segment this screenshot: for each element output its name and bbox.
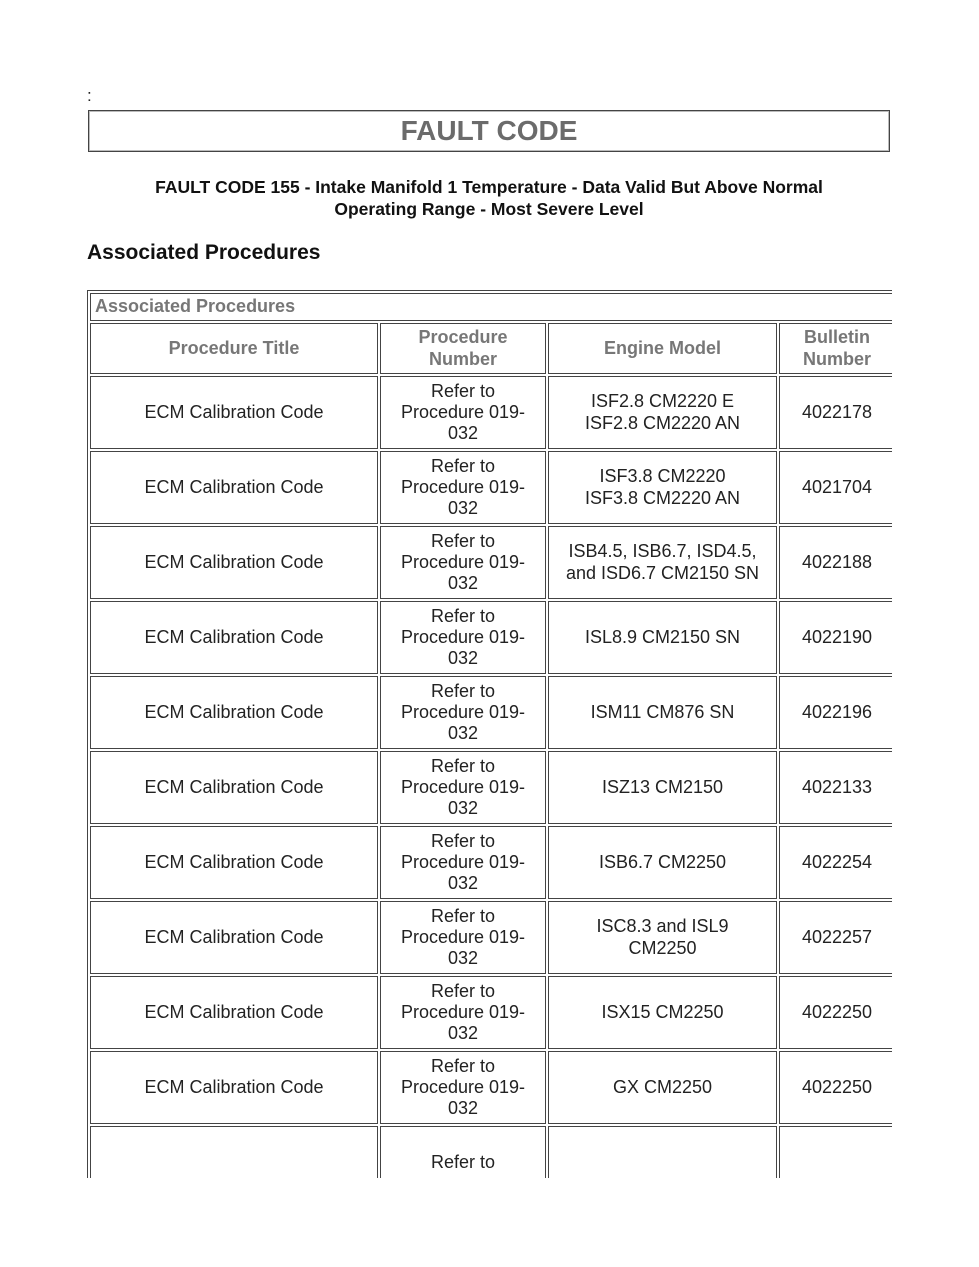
procedure-title-cell: ECM Calibration Code: [90, 751, 378, 824]
engine-model-line: ISF2.8 CM2220 AN: [584, 412, 741, 433]
bulletin-number-cell: 4022196: [779, 676, 892, 749]
bulletin-number-cell: 4022178: [779, 376, 892, 449]
bulletin-number-cell: 4022188: [779, 526, 892, 599]
reference-line[interactable]: Refer to: [430, 905, 496, 926]
engine-model-cell: [548, 376, 777, 449]
section-heading: Associated Procedures: [87, 241, 321, 264]
reference-line[interactable]: Refer to: [430, 755, 496, 776]
procedure-reference-link[interactable]: [380, 976, 546, 1049]
table-row: [90, 451, 892, 524]
reference-line[interactable]: 032: [447, 723, 479, 744]
page-marker: :: [87, 86, 92, 105]
procedure-reference-link[interactable]: [380, 751, 546, 824]
header-line: Number: [803, 348, 872, 369]
reference-line[interactable]: Refer to: [430, 1055, 496, 1076]
engine-model-line: ISM11 CM876 SN: [590, 701, 735, 722]
reference-line[interactable]: Refer to: [430, 1151, 496, 1172]
reference-line[interactable]: Refer to: [430, 830, 496, 851]
procedure-reference-link[interactable]: [380, 901, 546, 974]
procedure-title-cell: ECM Calibration Code: [90, 1051, 378, 1124]
procedure-title-cell: ECM Calibration Code: [90, 376, 378, 449]
reference-line[interactable]: Procedure 019-: [400, 401, 526, 422]
procedure-title-cell: ECM Calibration Code: [90, 826, 378, 899]
engine-model-line: ISF2.8 CM2220 E: [590, 391, 735, 412]
engine-model-line: ISF3.8 CM2220: [599, 466, 726, 487]
table-row: [90, 1051, 892, 1124]
reference-line[interactable]: 032: [447, 1023, 479, 1044]
engine-model-cell: [548, 526, 777, 599]
reference-line[interactable]: Procedure 019-: [400, 626, 526, 647]
procedure-title-cell: ECM Calibration Code: [90, 676, 378, 749]
table-row: [90, 601, 892, 674]
table-row: [90, 826, 892, 899]
column-header-procedure-title: Procedure Title: [90, 323, 378, 374]
engine-model-line: CM2250: [628, 937, 697, 958]
fault-code-title-line: FAULT CODE 155 - Intake Manifold 1 Temperature - Data Valid But Above Normal: [155, 177, 823, 197]
bulletin-number-cell: 4022257: [779, 901, 892, 974]
header-line: Bulletin: [804, 327, 871, 348]
bulletin-number-cell: 4022254: [779, 826, 892, 899]
procedures-table-container: [87, 290, 892, 1178]
bulletin-number-cell: 4022250: [779, 976, 892, 1049]
table-row: [90, 376, 892, 449]
reference-line[interactable]: 032: [447, 798, 479, 819]
reference-line[interactable]: Procedure 019-: [400, 776, 526, 797]
procedure-reference-link[interactable]: [380, 376, 546, 449]
engine-model-cell: [548, 601, 777, 674]
reference-line[interactable]: Refer to: [430, 380, 496, 401]
reference-line[interactable]: 032: [447, 1098, 479, 1119]
column-header-bulletin-number: [779, 323, 892, 374]
reference-line[interactable]: Refer to: [430, 605, 496, 626]
procedure-reference-link[interactable]: [380, 1051, 546, 1124]
procedure-title-cell: ECM Calibration Code: [90, 976, 378, 1049]
procedure-reference-link[interactable]: [380, 451, 546, 524]
engine-model-cell: [548, 826, 777, 899]
reference-line[interactable]: Refer to: [430, 980, 496, 1001]
table-row: [90, 526, 892, 599]
reference-line[interactable]: Procedure 019-: [400, 851, 526, 872]
engine-model-line: ISC8.3 and ISL9: [596, 916, 729, 937]
reference-line[interactable]: Procedure 019-: [400, 1001, 526, 1022]
engine-model-line: ISF3.8 CM2220 AN: [584, 487, 741, 508]
engine-model-cell: [548, 451, 777, 524]
table-row: [90, 976, 892, 1049]
reference-line[interactable]: Procedure 019-: [400, 1076, 526, 1097]
procedure-reference-link[interactable]: [380, 526, 546, 599]
engine-model-line: and ISD6.7 CM2150 SN: [565, 562, 760, 583]
procedure-title-cell: ECM Calibration Code: [90, 451, 378, 524]
reference-line[interactable]: 032: [447, 873, 479, 894]
engine-model-line: ISB6.7 CM2250: [598, 851, 727, 872]
table-row: [90, 901, 892, 974]
table-body: [90, 376, 892, 1178]
procedure-title-cell: [90, 1126, 378, 1178]
table-caption: Associated Procedures: [90, 293, 892, 321]
engine-model-cell: [548, 901, 777, 974]
procedures-table: [87, 290, 892, 1178]
engine-model-cell: [548, 751, 777, 824]
reference-line[interactable]: Refer to: [430, 680, 496, 701]
reference-line[interactable]: 032: [447, 648, 479, 669]
page-title: FAULT CODE: [88, 110, 890, 152]
header-line: Number: [428, 348, 497, 369]
reference-line[interactable]: 032: [447, 948, 479, 969]
header-line: Procedure: [418, 327, 508, 348]
procedure-title-cell: ECM Calibration Code: [90, 526, 378, 599]
procedure-reference-link[interactable]: [380, 826, 546, 899]
reference-line[interactable]: Refer to: [430, 530, 496, 551]
reference-line[interactable]: Procedure 019-: [400, 926, 526, 947]
engine-model-cell: [548, 1051, 777, 1124]
bulletin-number-cell: 4022190: [779, 601, 892, 674]
reference-line[interactable]: Procedure 019-: [400, 701, 526, 722]
bulletin-number-cell: [779, 1126, 892, 1178]
engine-model-cell: [548, 1126, 777, 1178]
engine-model-line: ISB4.5, ISB6.7, ISD4.5,: [568, 541, 757, 562]
engine-model-cell: [548, 676, 777, 749]
procedure-title-cell: ECM Calibration Code: [90, 901, 378, 974]
procedure-reference-link[interactable]: [380, 601, 546, 674]
reference-line[interactable]: 032: [447, 573, 479, 594]
reference-line[interactable]: Refer to: [430, 455, 496, 476]
fault-code-title-line: Operating Range - Most Severe Level: [334, 199, 644, 219]
table-row: [90, 1126, 892, 1178]
bulletin-number-cell: 4022133: [779, 751, 892, 824]
reference-line[interactable]: Procedure 019-: [400, 551, 526, 572]
reference-line[interactable]: 032: [447, 498, 479, 519]
reference-line[interactable]: 032: [447, 423, 479, 444]
engine-model-cell: [548, 976, 777, 1049]
column-header-procedure-number: [380, 323, 546, 374]
fault-code-title: [88, 176, 890, 220]
bulletin-number-cell: 4022250: [779, 1051, 892, 1124]
reference-line[interactable]: Procedure 019-: [400, 476, 526, 497]
column-header-engine-model: Engine Model: [548, 323, 777, 374]
table-row: [90, 751, 892, 824]
table-row: [90, 676, 892, 749]
procedure-reference-link[interactable]: [380, 1126, 546, 1178]
engine-model-line: ISL8.9 CM2150 SN: [584, 626, 741, 647]
procedure-reference-link[interactable]: [380, 676, 546, 749]
engine-model-line: ISZ13 CM2150: [601, 776, 724, 797]
procedure-title-cell: ECM Calibration Code: [90, 601, 378, 674]
engine-model-line: ISX15 CM2250: [601, 1001, 724, 1022]
engine-model-line: GX CM2250: [612, 1076, 713, 1097]
bulletin-number-cell: 4021704: [779, 451, 892, 524]
